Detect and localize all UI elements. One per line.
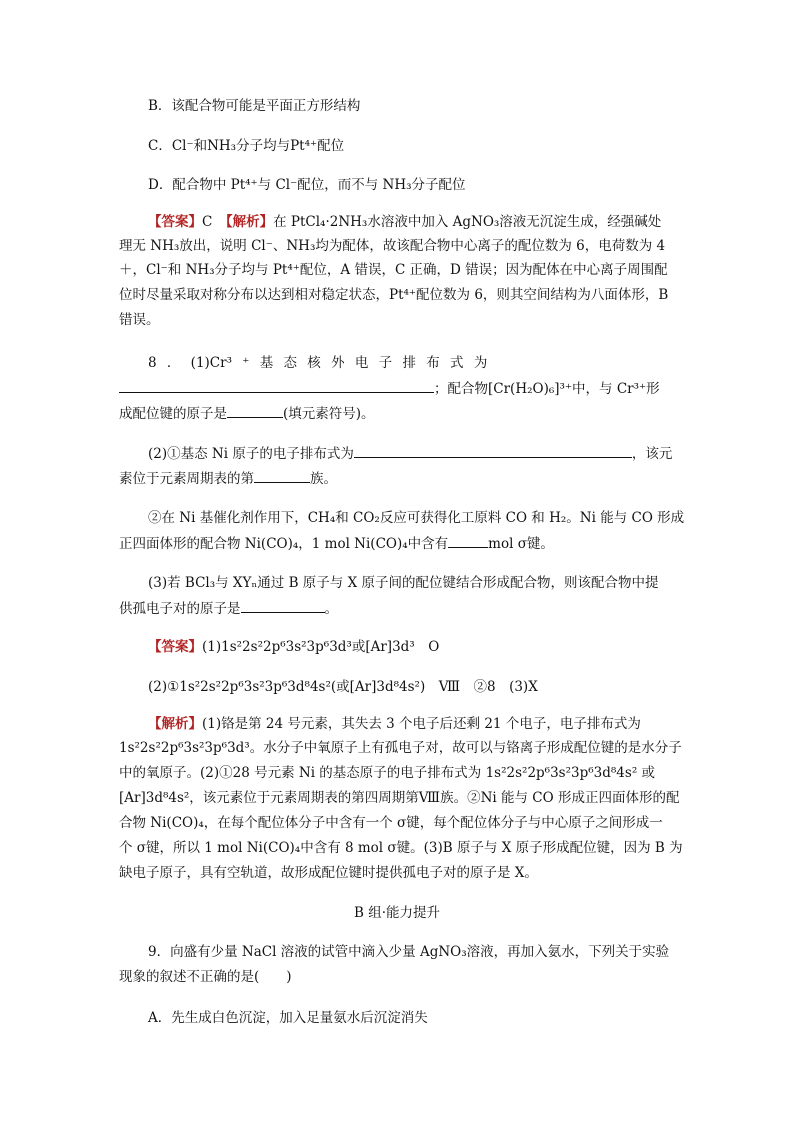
answer-blank[interactable] xyxy=(254,468,310,483)
q7-analysis-line-1: 在 PtCl₄·2NH₃水溶液中加入 AgNO₃溶液无沉淀生成，经强碱处 xyxy=(273,214,662,230)
q8-part2b-text: mol σ键。 xyxy=(488,536,554,552)
q8-part2b-line-2 xyxy=(119,533,679,554)
q8-part3-line-2 xyxy=(119,598,679,619)
q8-part2-text: 族。 xyxy=(310,471,337,487)
q8-part2-text: 素位于元素周期表的第 xyxy=(119,471,254,487)
q7-analysis-line-2: 理无 NH₃放出，说明 Cl⁻、NH₃均为配体，故该配合物中心离子的配位数为 6，电荷数为 4 xyxy=(119,238,666,254)
q8-part2-line-1 xyxy=(148,443,708,464)
q8-part2-line-2 xyxy=(119,468,679,489)
q8-part3-text: 供孤电子对的原子是 xyxy=(119,601,241,617)
answer-tag: 【答案】 xyxy=(148,214,202,230)
q8-answer-1: (1)1s²2s²2p⁶3s²3p⁶3d³或[Ar]3d³ O xyxy=(202,639,440,655)
q8-part2b-line-1: ②在 Ni 基催化剂作用下，CH₄和 CO₂反应可获得化工原料 CO 和 H₂。Ni 能与 CO 形成 xyxy=(148,510,685,526)
analysis-tag: 【解析】 xyxy=(148,716,202,732)
q8-analysis-line-3: 中的氧原子。(2)①28 号元素 Ni 的基态原子的电子排布式为 1s²2s²2p⁶3s²3p⁶3d⁸4s² 或 xyxy=(119,765,656,781)
answer-tag: 【答案】 xyxy=(148,639,202,655)
q7-analysis-line-4: 位时尽量采取对称分布以达到相对稳定状态，Pt⁴⁺配位数为 6，则其空间结构为八面体形，B xyxy=(119,287,669,303)
q8-stem-text: ；配合物[Cr(H₂O)₆]³⁺中，与 Cr³⁺形 xyxy=(434,381,660,397)
section-heading: B 组·能力提升 xyxy=(353,905,440,921)
q7-option-d: D．配合物中 Pt⁴⁺与 Cl⁻配位，而不与 NH₃分子配位 xyxy=(148,177,466,193)
q7-answer: C xyxy=(202,214,213,230)
q8-stem-text: (填元素符号)。 xyxy=(283,406,375,422)
q8-stem-line-1: 8 ． (1)Cr³ ⁺ 基 态 核 外 电 子 排 布 式 为 xyxy=(148,355,488,371)
q8-analysis-line-2: 1s²2s²2p⁶3s²3p⁶3d³。水分子中氧原子上有孤电子对，故可以与铬离子形成配位键的是水分子 xyxy=(119,740,682,756)
q8-stem-text: 成配位键的原子是 xyxy=(119,406,227,422)
q8-analysis-line-5: 合物 Ni(CO)₄，在每个配位体分子中含有一个 σ键，每个配位体分子与中心原子之间形成一 xyxy=(119,815,663,831)
answer-blank[interactable] xyxy=(119,378,434,393)
q8-answer-line-1 xyxy=(148,637,708,657)
q8-part2-text: (2)①基态 Ni 原子的电子排布式为 xyxy=(148,446,354,462)
q7-answer-line xyxy=(148,212,708,232)
q9-stem-line-2: 现象的叙述不正确的是( ) xyxy=(119,969,292,985)
q8-analysis-line-7: 缺电子原子，具有空轨道，故形成配位键时提供孤电子对的原子是 X。 xyxy=(119,865,538,881)
answer-blank[interactable] xyxy=(227,403,283,418)
answer-blank[interactable] xyxy=(241,598,325,613)
q8-analysis-line-6: 个 σ键，所以 1 mol Ni(CO)₄中含有 8 mol σ键。(3)B 原子与 X 原子形成配位键，因为 B 为 xyxy=(119,840,683,856)
analysis-tag: 【解析】 xyxy=(225,214,274,230)
q7-analysis-line-5: 错误。 xyxy=(119,312,160,328)
q9-stem-line-1: 9．向盛有少量 NaCl 溶液的试管中滴入少量 AgNO₃溶液，再加入氨水，下列关于实验 xyxy=(148,944,670,960)
q7-option-b: B．该配合物可能是平面正方形结构 xyxy=(148,98,361,114)
q8-part3-line-1: (3)若 BCl₃与 XYₙ通过 B 原子与 X 原子间的配位键结合形成配合物，则该配合物中提 xyxy=(148,575,659,591)
q7-option-c: C．Cl⁻和NH₃分子均与Pt⁴⁺配位 xyxy=(148,138,345,154)
q8-stem-line-3 xyxy=(119,403,679,424)
q8-analysis-line-4: [Ar]3d⁸4s²，该元素位于元素周期表的第四周期第Ⅷ族。②Ni 能与 CO 形成正四面体形的配 xyxy=(119,790,680,806)
q8-analysis-text: (1)铬是第 24 号元素，其失去 3 个电子后还剩 21 个电子，电子排布式为 xyxy=(202,716,641,732)
answer-blank[interactable] xyxy=(448,533,488,548)
q7-analysis-line-3: ＋，Cl⁻和 NH₃分子均与 Pt⁴⁺配位，A 错误，C 正确，D 错误；因为配体在中心离子周围配 xyxy=(119,262,668,278)
q9-option-a: A．先生成白色沉淀，加入足量氨水后沉淀消失 xyxy=(148,1010,428,1026)
q8-part3-text: 。 xyxy=(324,601,338,617)
q8-analysis-line-1 xyxy=(148,714,708,734)
q8-stem-line-2 xyxy=(119,378,679,399)
answer-blank[interactable] xyxy=(354,443,632,458)
q8-part2-text: ，该元 xyxy=(631,446,673,462)
q8-part2b-text: 正四面体形的配合物 Ni(CO)₄，1 mol Ni(CO)₄中含有 xyxy=(119,536,449,552)
q8-answer-line-2: (2)①1s²2s²2p⁶3s²3p⁶3d⁸4s²(或[Ar]3d⁸4s²) Ⅷ ②8 (3)X xyxy=(148,679,538,695)
